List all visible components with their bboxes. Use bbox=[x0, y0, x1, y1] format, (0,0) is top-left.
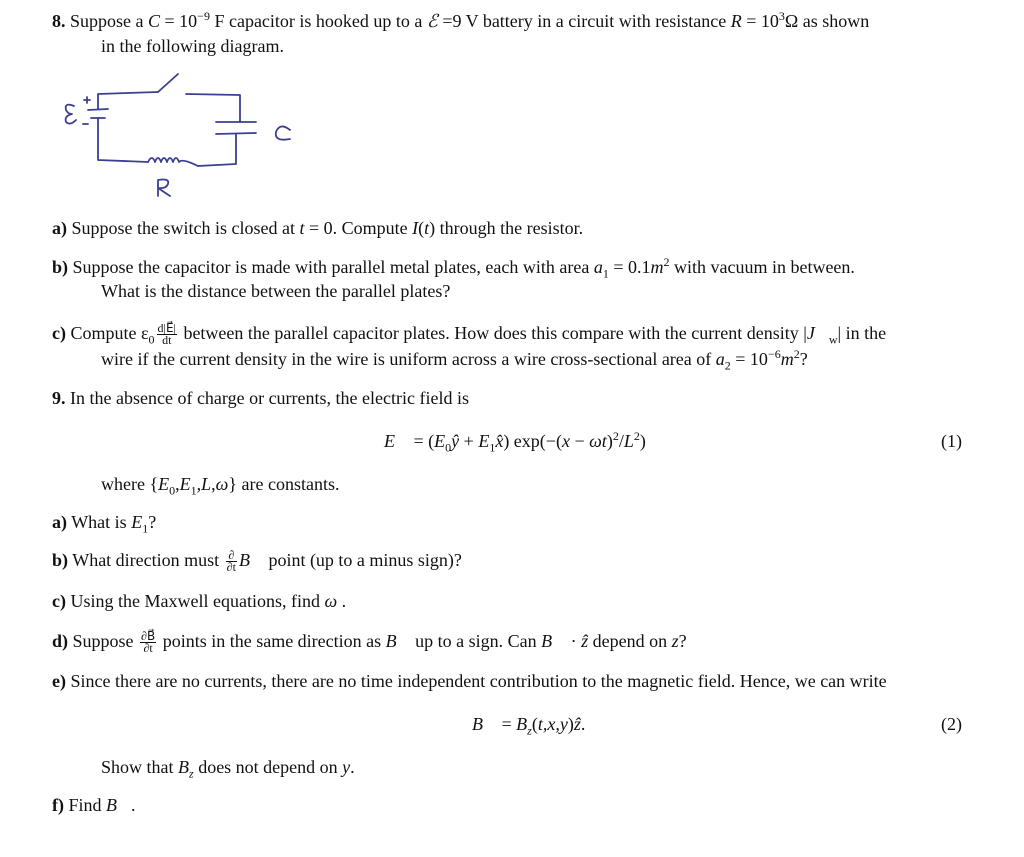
text: depend on bbox=[588, 631, 672, 651]
subscript: w bbox=[828, 332, 838, 347]
text: , bbox=[175, 474, 180, 494]
subscript: 1 bbox=[142, 521, 149, 536]
subscript: 0 bbox=[148, 332, 155, 347]
text: . bbox=[350, 757, 355, 777]
exponent: −9 bbox=[197, 9, 210, 23]
exponent: 2 bbox=[663, 255, 670, 269]
part-label: a) bbox=[52, 512, 67, 532]
var-B: B⃗ bbox=[472, 714, 497, 734]
text: Suppose bbox=[72, 631, 139, 651]
var-a: a bbox=[715, 349, 725, 369]
part-label: b) bbox=[52, 550, 69, 570]
exponent: 2 bbox=[793, 347, 800, 361]
text: ) through the resistor. bbox=[429, 218, 584, 238]
exponent: −6 bbox=[767, 347, 781, 361]
var-m: m bbox=[650, 257, 664, 277]
plus-sign bbox=[84, 97, 90, 103]
text: } are constants. bbox=[228, 474, 340, 494]
text: with vacuum in between. bbox=[669, 257, 855, 277]
emf-symbol bbox=[66, 105, 76, 124]
text: , bbox=[196, 474, 202, 494]
text: up to a sign. Can bbox=[410, 631, 542, 651]
var-E: E bbox=[131, 512, 143, 532]
q8-text: = 10 bbox=[741, 11, 779, 31]
text: . bbox=[131, 795, 136, 815]
text: What direction must bbox=[72, 550, 224, 570]
var-E1: E bbox=[179, 474, 191, 494]
wire-bottom-left bbox=[98, 118, 148, 162]
q8-line2: in the following diagram. bbox=[101, 36, 284, 56]
var-E0: E bbox=[158, 474, 170, 494]
circuit-diagram bbox=[40, 62, 300, 202]
equation-1 bbox=[384, 430, 646, 453]
resistor-label bbox=[158, 180, 170, 197]
text: ) bbox=[567, 714, 574, 734]
var-B: B⃗ bbox=[541, 631, 567, 651]
text: In the absence of charge or currents, the electric field is bbox=[70, 388, 469, 408]
var-omega: ω bbox=[215, 474, 229, 494]
var-m: m bbox=[780, 349, 794, 369]
text: between the parallel capacitor plates. How does this compare with the current density | bbox=[178, 323, 807, 343]
var-y: y bbox=[342, 757, 351, 777]
frac-num: d|E⃗| bbox=[157, 321, 176, 336]
frac-den: ∂t bbox=[226, 560, 236, 575]
text: | in the bbox=[837, 323, 887, 343]
part-label: e) bbox=[52, 671, 66, 691]
text: · bbox=[566, 631, 582, 651]
text: What is bbox=[71, 512, 132, 532]
text: Compute ε bbox=[70, 323, 149, 343]
var-B: B⃗ bbox=[238, 550, 264, 570]
q8-number: 8. bbox=[52, 11, 66, 31]
part-label: c) bbox=[52, 591, 66, 611]
text: ( bbox=[418, 218, 425, 238]
text: = 0. Compute bbox=[304, 218, 413, 238]
var-I: I bbox=[412, 218, 419, 238]
text: / bbox=[618, 431, 624, 451]
text: Since there are no currents, there are no time independent contribution to the magnetic field. Hence, we can write bbox=[70, 671, 887, 691]
text: ) bbox=[606, 431, 613, 451]
exponent: 2 bbox=[612, 429, 619, 443]
var-R: R bbox=[730, 11, 742, 31]
equation-1-number: (1) bbox=[941, 431, 962, 451]
subscript: z bbox=[527, 723, 532, 738]
text: = bbox=[497, 714, 517, 734]
part-label: b) bbox=[52, 257, 69, 277]
var-x: x bbox=[561, 431, 570, 451]
part-label: a) bbox=[52, 218, 67, 238]
var-t: t bbox=[424, 218, 430, 238]
q9d bbox=[52, 630, 687, 654]
var-L: L bbox=[201, 474, 212, 494]
var-B: B⃗ bbox=[106, 795, 132, 815]
wire-bottom-right bbox=[198, 134, 236, 166]
partial-fraction bbox=[226, 550, 237, 573]
text: ) exp(−( bbox=[503, 431, 562, 451]
text: ? bbox=[148, 512, 157, 532]
switch-arm bbox=[158, 74, 178, 92]
unit-z: ẑ bbox=[581, 631, 589, 651]
text: Find bbox=[68, 795, 107, 815]
var-emf: ℰ bbox=[426, 11, 438, 31]
q9-where bbox=[101, 473, 339, 496]
text: Suppose the switch is closed at bbox=[71, 218, 300, 238]
text: − bbox=[569, 431, 590, 451]
text: ? bbox=[799, 349, 808, 369]
wire-top-left bbox=[98, 92, 158, 109]
partial-fraction bbox=[140, 631, 156, 654]
var-E1: E bbox=[478, 431, 490, 451]
var-B: B⃗ bbox=[385, 631, 411, 651]
subscript: 1 bbox=[190, 483, 197, 498]
q8-line1 bbox=[52, 10, 869, 33]
frac-num: ∂ bbox=[226, 550, 237, 562]
q8a bbox=[52, 217, 583, 240]
text: , bbox=[211, 474, 216, 494]
q9c bbox=[52, 590, 346, 613]
exponent: 3 bbox=[778, 9, 785, 23]
q9-number: 9. bbox=[52, 388, 66, 408]
text: = 10 bbox=[730, 349, 768, 369]
equation-2 bbox=[472, 713, 585, 736]
var-omega: ω bbox=[324, 591, 338, 611]
q9e bbox=[52, 670, 887, 693]
q9b bbox=[52, 549, 462, 573]
unit-z: ẑ bbox=[573, 714, 581, 734]
text: . bbox=[580, 714, 586, 734]
subscript: z bbox=[189, 766, 194, 781]
text: Suppose the capacitor is made with parallel metal plates, each with area bbox=[72, 257, 594, 277]
subscript: 2 bbox=[724, 358, 731, 373]
subscript: 1 bbox=[489, 440, 496, 455]
var-E0: E bbox=[434, 431, 446, 451]
text: ? bbox=[678, 631, 687, 651]
var-z: z bbox=[671, 631, 679, 651]
subscript: 1 bbox=[602, 266, 609, 281]
q8-text: Ω as shown bbox=[784, 11, 870, 31]
exponent: 2 bbox=[633, 429, 640, 443]
text: wire if the current density in the wire is uniform across a wire cross-sectional area of bbox=[101, 349, 716, 369]
q8-text: F capacitor is hooked up to a bbox=[209, 11, 427, 31]
var-Bz: B bbox=[516, 714, 528, 734]
frac-num: ∂B⃗ bbox=[141, 629, 156, 644]
unit-y: ŷ bbox=[451, 431, 460, 451]
unit-x: x̂ bbox=[495, 431, 504, 451]
q8c-line2 bbox=[101, 348, 808, 371]
text: = ( bbox=[409, 431, 435, 451]
var-omega-t: ωt bbox=[589, 431, 607, 451]
var-args: t,x,y bbox=[537, 714, 568, 734]
text: does not depend on bbox=[193, 757, 343, 777]
text: + bbox=[459, 431, 479, 451]
text: point (up to a minus sign)? bbox=[263, 550, 462, 570]
text: Show that bbox=[101, 757, 179, 777]
q9-show bbox=[101, 756, 355, 779]
frac-den: dt bbox=[162, 333, 172, 348]
derivative-fraction bbox=[157, 323, 177, 346]
var-J: J⃗ bbox=[806, 323, 829, 343]
var-C: C bbox=[148, 11, 161, 31]
subscript: 0 bbox=[445, 440, 452, 455]
equation-2-number: (2) bbox=[941, 714, 962, 734]
q8b-line1 bbox=[52, 256, 855, 279]
text: ) bbox=[639, 431, 646, 451]
var-B: B bbox=[178, 757, 190, 777]
q9-intro bbox=[52, 387, 469, 410]
var-t: t bbox=[299, 218, 305, 238]
text: Using the Maxwell equations, find bbox=[70, 591, 325, 611]
part-label: f) bbox=[52, 795, 64, 815]
wire-top-right bbox=[186, 94, 240, 122]
text: . bbox=[337, 591, 347, 611]
var-L: L bbox=[623, 431, 634, 451]
frac-den: ∂t bbox=[143, 641, 153, 656]
subscript: 0 bbox=[169, 483, 176, 498]
q9f bbox=[52, 794, 136, 817]
text: points in the same direction as bbox=[158, 631, 386, 651]
q8c-line1 bbox=[52, 322, 886, 346]
var-a: a bbox=[593, 257, 603, 277]
part-label: c) bbox=[52, 323, 66, 343]
text: = 0.1 bbox=[608, 257, 651, 277]
q8-text: =9 V battery in a circuit with resistance bbox=[437, 11, 731, 31]
text: ( bbox=[531, 714, 538, 734]
part-label: d) bbox=[52, 631, 69, 651]
var-E: E⃗ bbox=[384, 431, 409, 451]
q9a bbox=[52, 511, 156, 534]
q8b-line2: What is the distance between the parallel plates? bbox=[101, 281, 451, 301]
resistor-zigzag bbox=[148, 158, 198, 166]
q8-text: Suppose a bbox=[70, 11, 148, 31]
text: where { bbox=[101, 474, 159, 494]
capacitor-label bbox=[276, 126, 290, 139]
q8-text: = 10 bbox=[160, 11, 198, 31]
